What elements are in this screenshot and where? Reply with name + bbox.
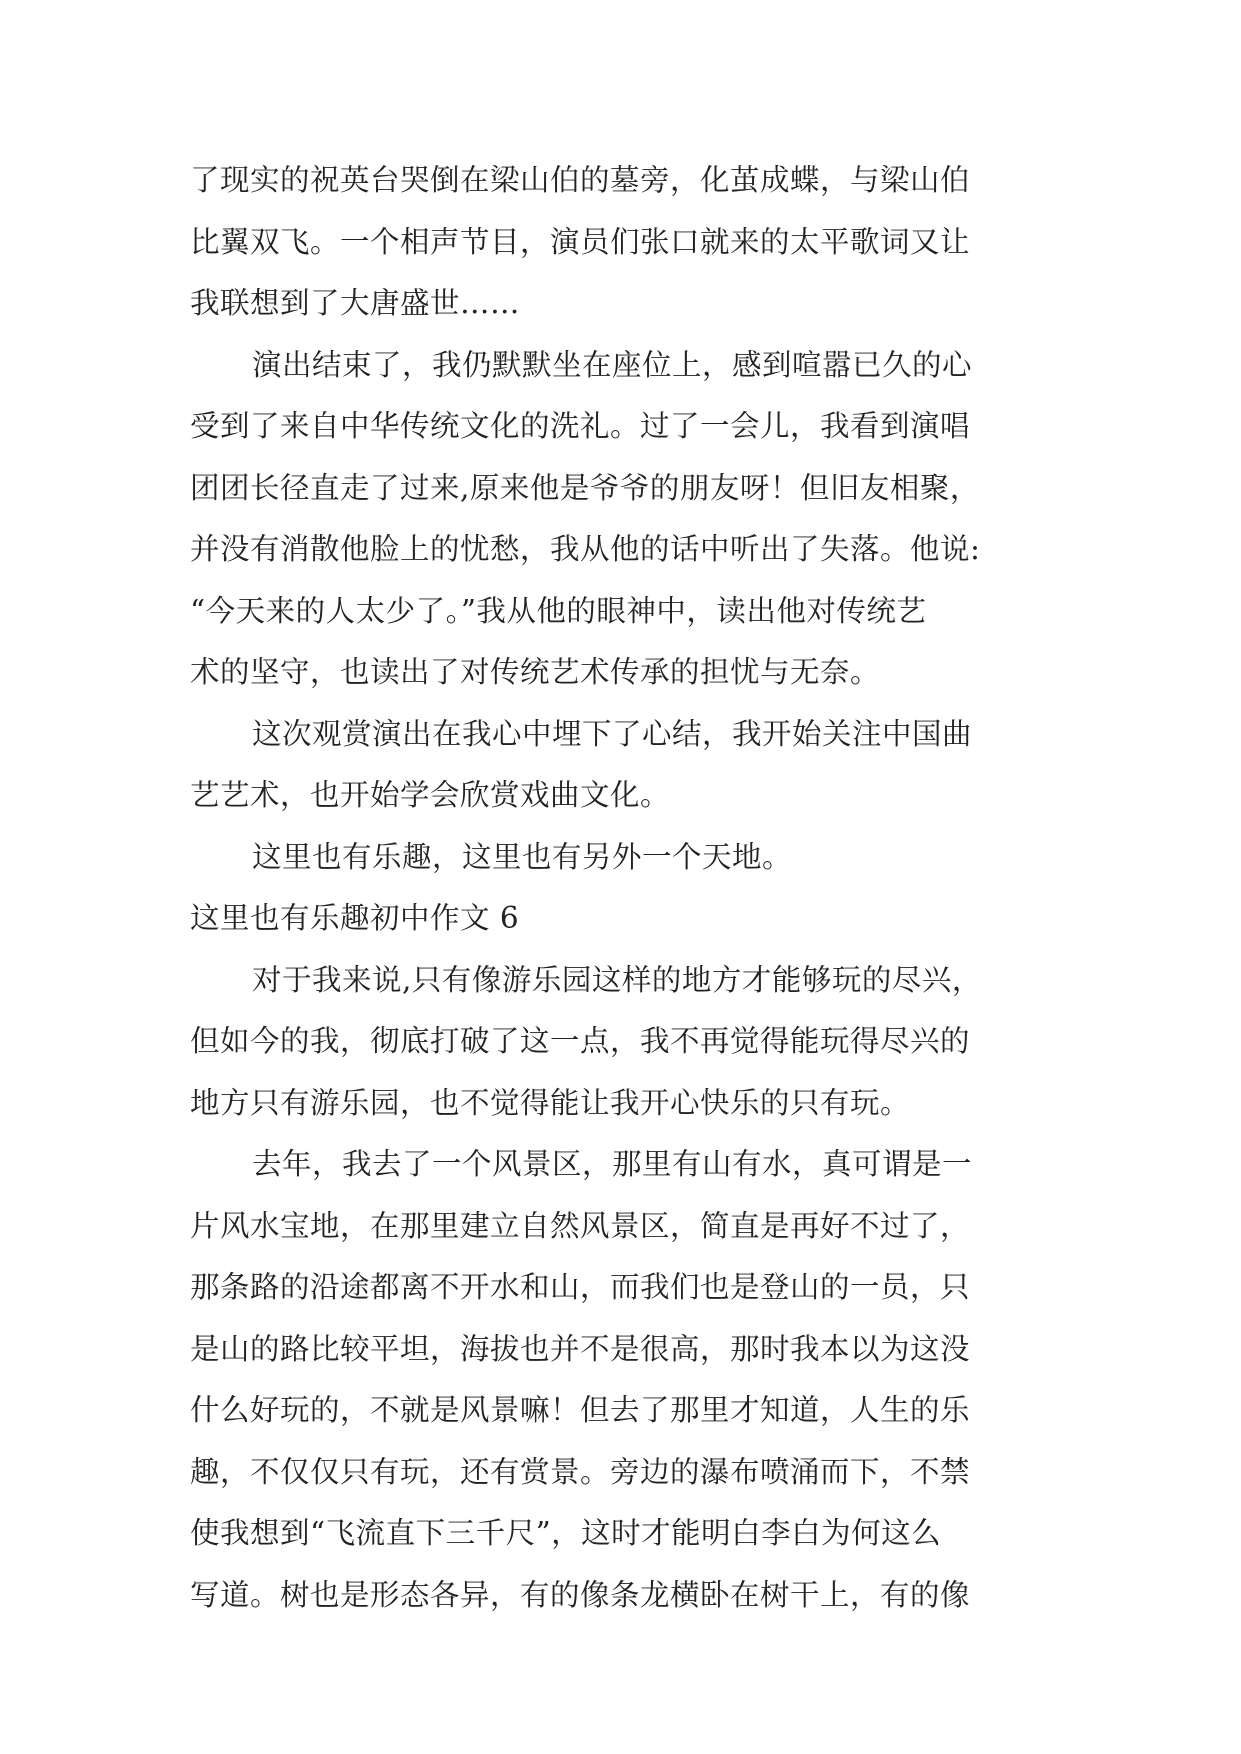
document-page (190, 150, 1070, 1626)
text-line: 并没有消散他脸上的忧愁，我从他的话中听出了失落。他说: (190, 532, 981, 566)
text-line: 什么好玩的，不就是风景嘛！但去了那里才知道，人生的乐 (190, 1393, 971, 1427)
text-line: 我联想到了大唐盛世…… (190, 286, 521, 320)
text-line: 受到了来自中华传统文化的洗礼。过了一会儿，我看到演唱 (190, 409, 971, 443)
text-line: 片风水宝地，在那里建立自然风景区，简直是再好不过了， (190, 1208, 971, 1243)
text-line: 是山的路比较平坦，海拔也并不是很高，那时我本以为这没 (190, 1331, 971, 1366)
text-line: 艺艺术，也开始学会欣赏戏曲文化。 (190, 778, 671, 812)
paragraph-start-line: 这里也有乐趣，这里也有另外一个天地。 (252, 839, 793, 874)
text-line: “今天来的人太少了。”我从他的眼神中，读出他对传统艺 (190, 593, 927, 628)
text-line: 但如今的我，彻底打破了这一点，我不再觉得能玩得尽兴的 (190, 1024, 971, 1058)
paragraph-start-line: 对于我来说,只有像游乐园这样的地方才能够玩的尽兴， (252, 962, 982, 997)
text-line: 团团长径直走了过来,原来他是爷爷的朋友呀！但旧友相聚， (190, 470, 980, 505)
text-line: 那条路的沿途都离不开水和山，而我们也是登山的一员，只 (190, 1270, 971, 1304)
text-line: 术的坚守，也读出了对传统艺术传承的担忧与无奈。 (190, 655, 881, 689)
text-line: 趣，不仅仅只有玩，还有赏景。旁边的瀑布喷涌而下，不禁 (190, 1454, 971, 1489)
text-line: 地方只有游乐园，也不觉得能让我开心快乐的只有玩。 (190, 1085, 911, 1120)
text-line: 使我想到“飞流直下三千尺”，这时才能明白李白为何这么 (190, 1516, 942, 1550)
paragraph-start-line: 演出结束了，我仍默默坐在座位上，感到喧嚣已久的心 (252, 347, 973, 382)
section-heading: 这里也有乐趣初中作文 6 (190, 901, 520, 935)
paragraph-start-line: 这次观赏演出在我心中埋下了心结，我开始关注中国曲 (252, 716, 973, 751)
paragraph-start-line: 去年，我去了一个风景区，那里有山有水，真可谓是一 (252, 1147, 973, 1181)
text-line: 了现实的祝英台哭倒在梁山伯的墓旁，化茧成蝶，与梁山伯 (190, 163, 971, 197)
text-line: 比翼双飞。一个相声节目，演员们张口就来的太平歌词又让 (190, 224, 971, 259)
text-line: 写道。树也是形态各异，有的像条龙横卧在树干上，有的像 (190, 1577, 971, 1612)
